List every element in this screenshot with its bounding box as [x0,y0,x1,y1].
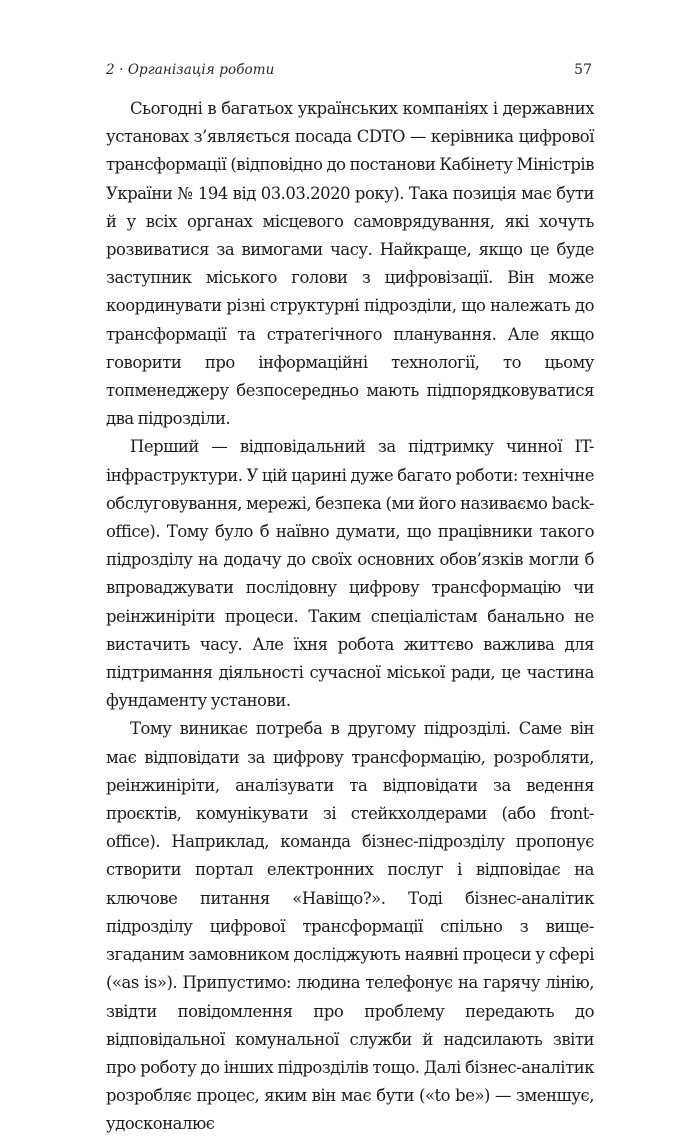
body-text [106,95,594,1139]
paragraph-it-infrastructure: Перший — відповідальний за підтримку чинної IT-інфраструктури. У цій царині дуже багато роботи: технічне обслуговування, мережі, безпека (ми його називаємо back-office). Тому було б наївно думати, що працівники такого підрозділу на додачу до своїх основних обов’язків могли б впроваджувати послідовну цифрову трансформацію чи реінжиніріти процеси. Таким спеціалістам банально не вистачить часу. Але їхня робота життєво важлива для підтримання діяльності сучасної міської ради, це частина фундаменту установи. [106,437,594,711]
paragraph-cdto-position: Сьогодні в багатьох українських компаніях і державних установах з’являється посада CDTO — керівника цифрової трансформації (відповідно до постанови Кабінету Міністрів України № 194 від 03.03.2020 року). Така позиція має бути й у всіх органах місцевого самоврядування, які хочуть розвиватися за вимогами часу. Найкраще, якщо це буде заступник міського голови з цифровізації. Він може координувати різні структурні підрозділи, що належать до трансформації та стратегічного планування. Але якщо говорити про інформаційні технології, то цьому топменеджеру безпосередньо мають підпорядковуватися два підрозділи. [106,99,594,429]
page-number: 57 [574,62,592,78]
paragraph-digital-transformation-unit: Тому виникає потреба в другому підрозділі. Саме він має відповідати за цифрову трансформацію, розробляти, реінжиніріти, аналізувати та відповідати за ведення проєктів, комунікувати зі стейкхолдерами (або front-office). Наприклад, команда бізнес-підрозділу пропонує створити портал електронних послуг і відповідає на ключове питання «Навіщо?». Тоді бізнес-аналітик підрозділу цифрової трансформації спільно з вище-згаданим замовником досліджують наявні процеси у сфері («as is»). Припустимо: людина телефонує на гарячу лінію, звідти повідомлення про проблему передають до відповідальної комунальної служби й надсилають звіти про роботу до інших підрозділів тощо. Далі бізнес-аналітик розробляє процес, яким він має бути («to be») — зменшує, удосконалює [106,719,594,1134]
running-head: 2 · Організація роботи [106,62,275,78]
